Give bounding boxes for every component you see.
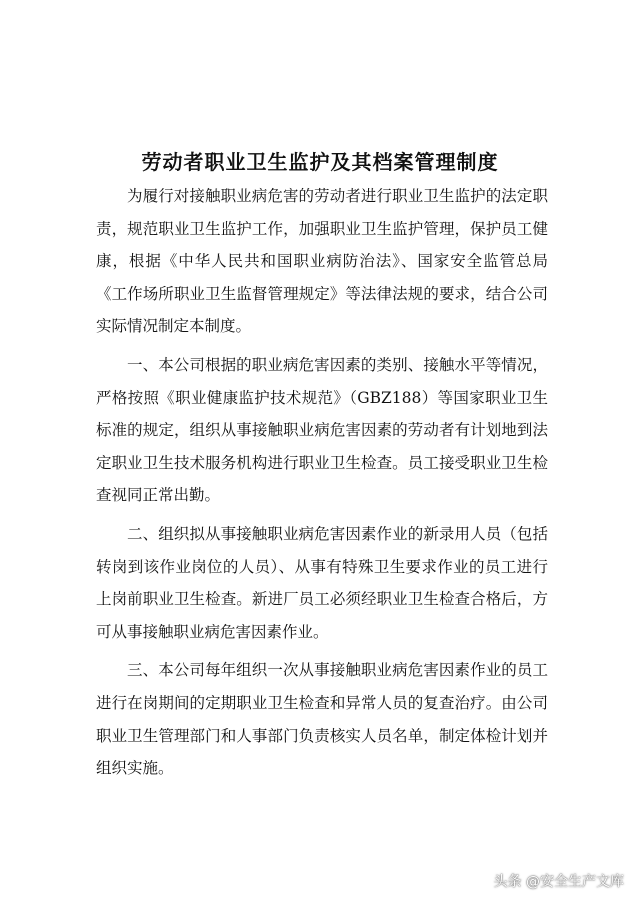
- section-three-paragraph: 三、本公司每年组织一次从事接触职业病危害因素作业的员工进行在岗期间的定期职业卫生检查和异常人员的复查治疗。由公司职业卫生管理部门和人事部门负责核实人员名单，制定体检计划并组织实施。: [96, 661, 548, 778]
- document-title: 劳动者职业卫生监护及其档案管理制度: [141, 150, 499, 174]
- section-one-paragraph: 一、本公司根据的职业病危害因素的类别、接触水平等情况，严格按照《职业健康监护技术规范》（GBZ188）等国家职业卫生标准的规定，组织从事接触职业病危害因素的劳动者有计划地到法定职业卫生技术服务机构进行职业卫生检查。员工接受职业卫生检查视同正常出勤。: [96, 355, 548, 505]
- intro-paragraph: 为履行对接触职业病危害的劳动者进行职业卫生监护的法定职责，规范职业卫生监护工作，加强职业卫生监护管理，保护员工健康，根据《中华人民共和国职业病防治法》、国家安全监管总局《工作场所职业卫生监督管理规定》等法律法规的要求，结合公司实际情况制定本制度。: [96, 187, 548, 336]
- document-body: [96, 180, 548, 791]
- source-watermark: 头条 @安全生产文库: [493, 874, 624, 890]
- section-two-paragraph: 二、组织拟从事接触职业病危害因素作业的新录用人员（包括转岗到该作业岗位的人员）、从事有特殊卫生要求作业的员工进行上岗前职业卫生检查。新进厂员工必须经职业卫生检查合格后，方可从事接触职业病危害因素作业。: [96, 524, 548, 641]
